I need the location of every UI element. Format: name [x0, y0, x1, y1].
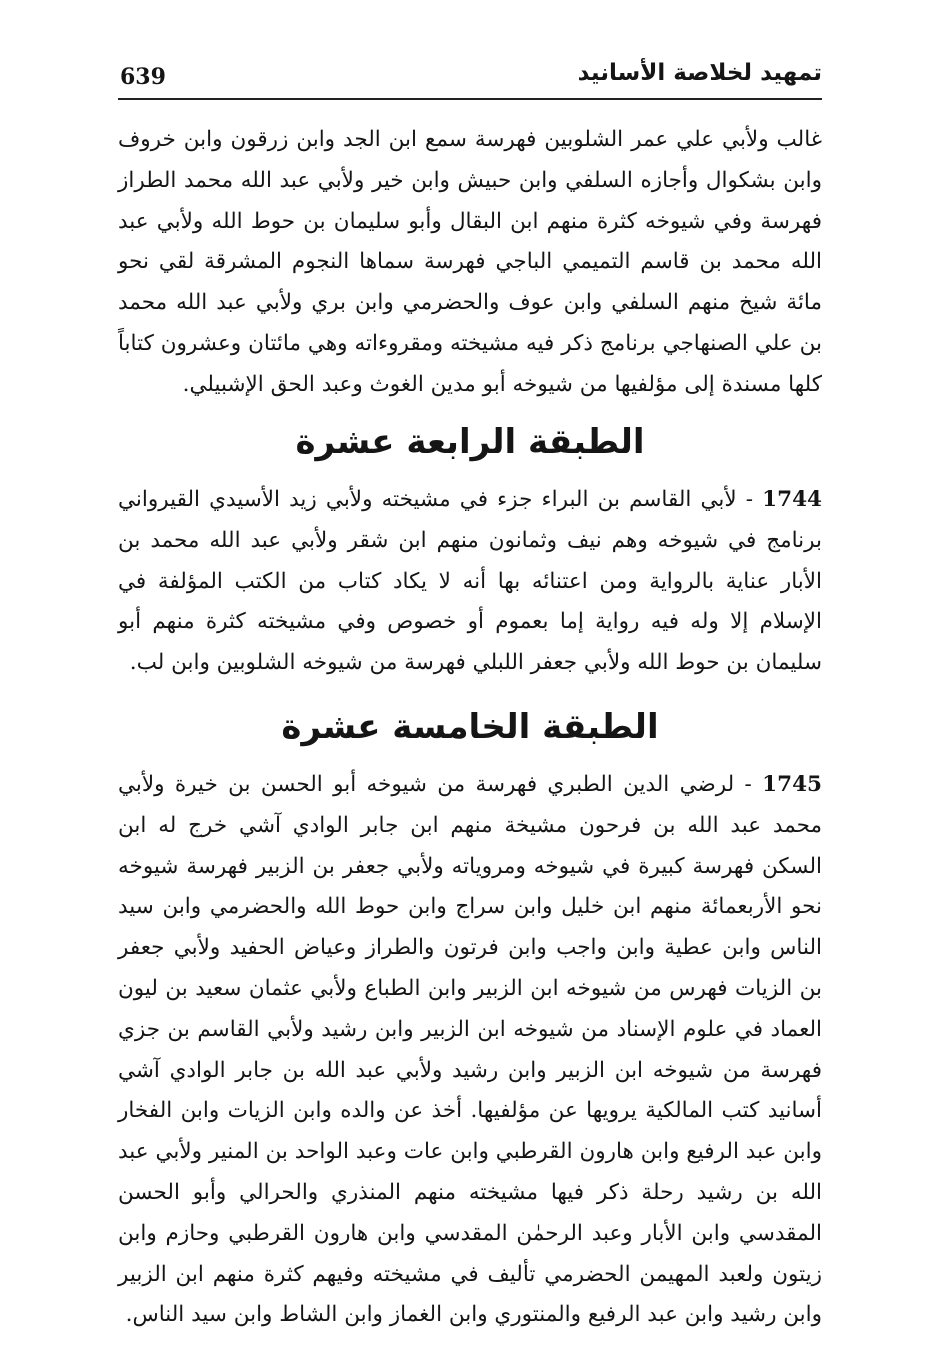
section-heading-fifteenth: الطبقة الخامسة عشرة [281, 707, 659, 747]
entry-number: 1745 [762, 772, 822, 797]
entry-1744 [118, 480, 822, 684]
entry-text: - لرضي الدين الطبري فهرسة من شيوخه أبو الحسن بن خيرة ولأبي محمد عبد الله بن فرحون مشيخة منهم ابن جابر الوادي آشي خرج له ابن السكن فهرسة كبيرة في شيوخه ومروياته ولأبي جعفر بن الزبير فهرسة شيوخه نحو الأربعمائة منهم ابن خليل وابن سراج وابن حوط الله والحضرمي وابن سيد الناس وابن عطية وابن واجب وابن فرتون والطراز وعياض الحفيد ولأبي جعفر بن الزيات فهرس من شيوخه ابن الزبير وابن الطباع ولأبي عثمان سعيد بن ليون العماد في علوم الإسناد من شيوخه ابن الزبير وابن رشيد ولأبي القاسم بن جزي فهرسة من شيوخه ابن الزبير وابن رشيد ولأبي عبد الله بن جابر الوادي آشي أسانيد كتب المالكية يرويها عن مؤلفيها. أخذ عن والده وابن الزيات وابن الفخار وابن عبد الرفيع وابن هارون القرطبي وابن عات وعبد الواحد بن المنير ولأبي عبد الله بن رشيد رحلة ذكر فيها مشيخته منهم المنذري والحرالي وأبو الحسن المقدسي وابن الأبار وعبد الرحمٰن المقدسي وابن هارون القرطبي وحازم وابن زيتون ولعبد المهيمن الحضرمي تأليف في مشيخته وفيهم كثرة منهم ابن الزبير وابن رشيد وابن عبد الرفيع والمنتوري وابن الغماز وابن الشاط وابن سيد الناس. [118, 772, 822, 1328]
section-heading-fourteenth: الطبقة الرابعة عشرة [295, 422, 645, 462]
entry-1745 [118, 765, 822, 1336]
entry-text: - لأبي القاسم بن البراء جزء في مشيخته ولأبي زيد الأسيدي القيرواني برنامج في شيوخه وهم نيف وثمانون منهم ابن شقر ولأبي عبد الله محمد بن الأبار عناية بالرواية ومن اعتنائه بها أنه لا يكاد كتاب من الكتب المؤلفة في الإسلام إلا وله فيه رواية إما بعموم أو خصوص وفي مشيخته كثرة منهم أبو سليمان بن حوط الله ولأبي جعفر اللبلي فهرسة من شيوخه الشلوبين وابن لب. [118, 487, 822, 676]
entry-number: 1744 [762, 487, 822, 512]
page-number: 639 [120, 64, 166, 90]
running-header [118, 58, 822, 100]
paragraph-continuation: غالب ولأبي علي عمر الشلوبين فهرسة سمع ابن الجد وابن زرقون وابن خروف وابن بشكوال وأجازه السلفي وابن حبيش وابن خير ولأبي عبد الله محمد الطراز فهرسة وفي شيوخه كثرة منهم ابن البقال وأبو سليمان بن حوط الله ولأبي عبد الله محمد بن قاسم التميمي الباجي فهرسة سماها النجوم المشرقة لقي نحو مائة شيخ منهم السلفي وابن عوف والحضرمي وابن بري ولأبي عبد الله محمد بن علي الصنهاجي برنامج ذكر فيه مشيخته ومقروءاته وهي مائتان وعشرون كتاباً كلها مسندة إلى مؤلفيها من شيوخه أبو مدين الغوث وعبد الحق الإشبيلي. [118, 127, 822, 397]
running-title: تمهيد لخلاصة الأسانيد [577, 60, 822, 86]
